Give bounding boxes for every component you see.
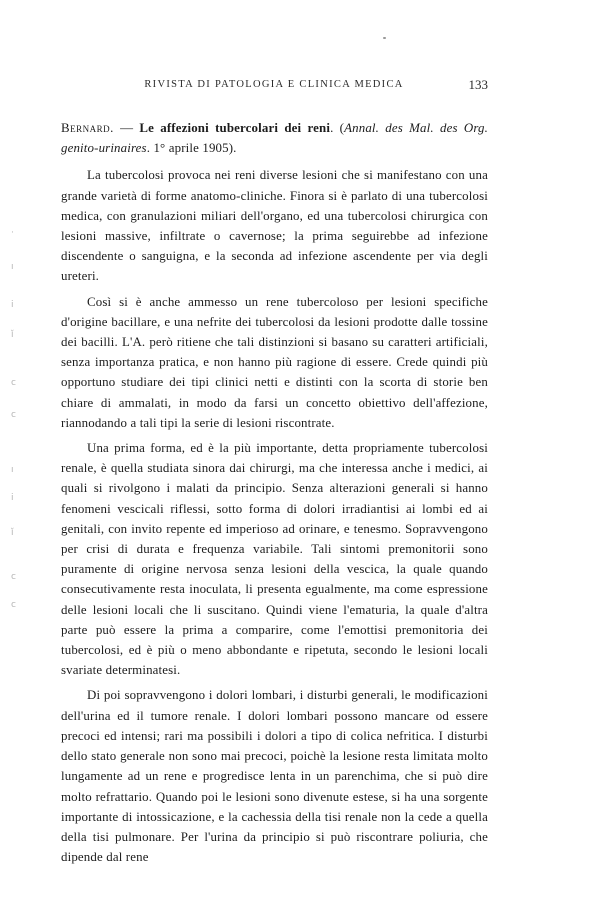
margin-mark: ı	[11, 465, 14, 475]
margin-mark: ı	[11, 262, 14, 272]
citation-date: . 1° aprile 1905).	[146, 141, 237, 156]
paragraph: Così si è anche ammesso un rene tubercoloso per lesioni specifiche d'origine bacillare, e una nefrite dei tubercolosi da lesioni prodotte dalle tossine dei bacilli. L'A. però ritiene che tali distinzioni si basano su caratteri artificiali, senza importanza pratica, e non hanno più ragione di essere. Crede quindi più opportuno studiare dei tipi clinici netti e distinti con la scorta di storie ben chiare di ammalati, in modo da farsi un concetto obiettivo dell'affezione, riannodando a tali tipi la serie di lesioni riscontrate.	[61, 294, 488, 430]
margin-mark: ·	[11, 228, 14, 238]
margin-mark: c	[11, 378, 16, 388]
paragraph: Una prima forma, ed è la più importante, detta propriamente tubercolosi renale, è quella studiata sinora dai chirurgi, ma che interessa anche i medici, ai quali si rivolgono i malati da principio. Senza alterazioni generali si hanno fenomeni vescicali riflessi, sotto forma di dolori irradiantisi ai lombi ed ai genitali, con invito repente ed imperioso ad orinare, e tenesmo. Sopravvengono per crisi di durata e frequenza variabile. Tali sintomi premonitorii sono puramente di origine nervosa senza lesioni della vescica, la quale quando consecutivamente resta inoculata, li presenta egualmente, ma come espressione delle lesioni locali che li suscitano. Quindi viene l'ematuria, la quale d'altra parte può essere la prima a comparire, come l'emottisi premonitoria dei tubercolosi, ed è più o meno abbondante e ripetuta, secondo le lesioni locali svariate determinatesi.	[61, 441, 488, 678]
journal-name: Annal. des Mal. des Org. genito-urinaires	[61, 121, 488, 156]
citation-open: . (	[330, 121, 345, 135]
scan-speck	[383, 37, 386, 39]
title-separator: —	[113, 121, 140, 135]
paragraph: Di poi sopravvengono i dolori lombari, i disturbi generali, le modificazioni dell'urina ed il tumore renale. I dolori lombari possono mancare od essere precoci ed intensi; rari ma possibili i dolori a tipo di colica nefritica. I disturbi dello stato generale non sono mai precoci, poichè la lesione resta limitata molto lungamente ad un rene e progredisce lenta in un parenchima, che si può dire molto refrattario. Quando poi le lesioni sono divenute estese, si ha una sorgente importante di intossicazione, e la cachessia della tisi renale non la cede a quella della tisi pulmonare. Per l'urina da principio si può riscontrare poliuria, che dipende dal rene	[61, 688, 488, 865]
margin-mark: c	[11, 410, 16, 420]
paragraph: La tubercolosi provoca nei reni diverse lesioni che si manifestano con una grande varietà di forme anatomo-cliniche. Finora si è parlato di una tubercolosi medica, con granulazioni miliari dell'organo, ed una tubercolosi chirurgica con lesioni massive, infiltrate o cavernose; la prima seguirebbe ad infezione discendente o sanguigna, e la seconda ad infezione ascendente per via degli ureteri.	[61, 168, 488, 284]
margin-mark: c	[11, 600, 16, 610]
running-head: RIVISTA DI PATOLOGIA E CLINICA MEDICA	[144, 79, 404, 90]
margin-bleed-through	[0, 0, 30, 900]
margin-mark: ǐ	[11, 330, 14, 340]
citation	[61, 118, 488, 158]
article-body	[61, 118, 488, 872]
author-name: Bernard.	[61, 121, 114, 135]
margin-mark: i	[11, 493, 14, 503]
margin-mark: i	[11, 300, 14, 310]
page-number: 133	[468, 77, 488, 92]
margin-mark: ǐ	[11, 528, 14, 538]
article-title: Le affezioni tubercolari dei reni	[139, 121, 331, 135]
margin-mark: c	[11, 572, 16, 582]
